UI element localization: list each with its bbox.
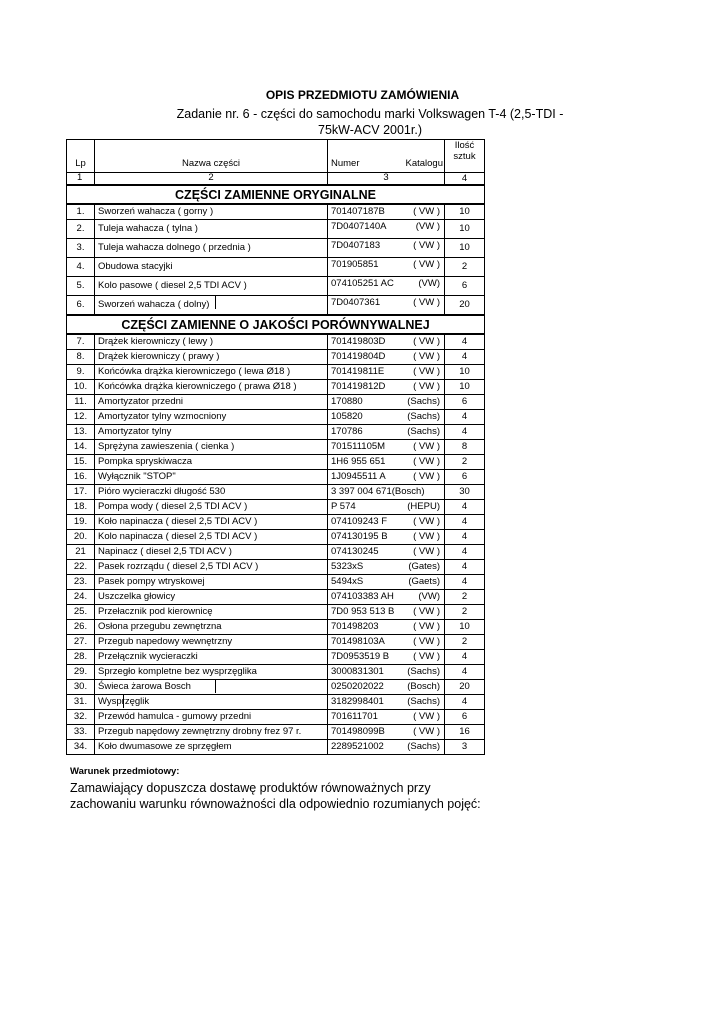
row-part-name bbox=[95, 258, 328, 277]
row-quantity: 6 bbox=[445, 710, 485, 725]
table-row bbox=[67, 485, 485, 500]
row-part-name bbox=[95, 425, 328, 440]
section-original-row bbox=[67, 185, 485, 204]
row-part-name-text: Sprężyna zawieszenia ( cienka ) bbox=[98, 441, 235, 452]
parts-table bbox=[66, 139, 485, 755]
row-lp: 6. bbox=[67, 296, 95, 316]
row-catalog-number bbox=[328, 740, 445, 755]
row-lp: 12. bbox=[67, 410, 95, 425]
row-manufacturer: (VW) bbox=[418, 591, 440, 602]
table-row bbox=[67, 425, 485, 440]
row-lp: 34. bbox=[67, 740, 95, 755]
row-quantity: 30 bbox=[445, 485, 485, 500]
row-part-name bbox=[95, 485, 328, 500]
row-part-name-text: Kolo napinacza ( diesel 2,5 TDI ACV ) bbox=[98, 531, 258, 542]
row-part-name bbox=[95, 334, 328, 350]
table-row bbox=[67, 334, 485, 350]
row-quantity: 10 bbox=[445, 204, 485, 220]
row-part-code: 701611701 bbox=[331, 711, 378, 722]
row-part-name-text: Tuleja wahacza dolnego ( przednia ) bbox=[98, 242, 251, 253]
table-row bbox=[67, 665, 485, 680]
row-lp: 7. bbox=[67, 334, 95, 350]
row-catalog-number bbox=[328, 650, 445, 665]
row-part-name-text: Tuleja wahacza ( tylna ) bbox=[98, 223, 198, 234]
row-catalog-number bbox=[328, 239, 445, 258]
table-row bbox=[67, 515, 485, 530]
row-manufacturer: ( VW ) bbox=[413, 711, 440, 722]
row-part-code: 074103383 AH bbox=[331, 591, 394, 602]
table-row bbox=[67, 560, 485, 575]
header-lp: Lp bbox=[67, 140, 95, 173]
table-row bbox=[67, 410, 485, 425]
row-quantity: 10 bbox=[445, 239, 485, 258]
row-part-name-text: Kolo pasowe ( diesel 2,5 TDI ACV ) bbox=[98, 280, 247, 291]
row-quantity: 4 bbox=[445, 665, 485, 680]
row-quantity: 10 bbox=[445, 365, 485, 380]
row-quantity: 8 bbox=[445, 440, 485, 455]
row-catalog-number bbox=[328, 545, 445, 560]
row-part-name bbox=[95, 575, 328, 590]
row-part-name bbox=[95, 277, 328, 296]
row-manufacturer: (Gates) bbox=[408, 561, 440, 572]
row-lp: 5. bbox=[67, 277, 95, 296]
row-part-code: 7D0407183 bbox=[331, 240, 381, 251]
row-catalog-number bbox=[328, 560, 445, 575]
table-row bbox=[67, 440, 485, 455]
row-part-code: 074109243 F bbox=[331, 516, 387, 527]
row-lp: 28. bbox=[67, 650, 95, 665]
row-part-code: 170880 bbox=[331, 396, 363, 407]
row-part-name bbox=[95, 545, 328, 560]
table-row bbox=[67, 605, 485, 620]
row-quantity: 4 bbox=[445, 350, 485, 365]
row-part-name bbox=[95, 725, 328, 740]
row-part-name-text: Przełącznik wycieraczki bbox=[98, 651, 198, 662]
row-lp: 32. bbox=[67, 710, 95, 725]
row-part-name-text: Amortyzator tylny wzmocniony bbox=[98, 411, 227, 422]
row-part-name bbox=[95, 455, 328, 470]
row-catalog-number bbox=[328, 485, 445, 500]
row-part-code: 074130195 B bbox=[331, 531, 388, 542]
row-lp: 27. bbox=[67, 635, 95, 650]
row-part-code: 5494xS bbox=[331, 576, 364, 587]
row-part-code: 701419804D bbox=[331, 351, 386, 362]
condition-text bbox=[70, 780, 670, 812]
row-lp: 29. bbox=[67, 665, 95, 680]
table-row bbox=[67, 204, 485, 220]
row-catalog-number bbox=[328, 515, 445, 530]
row-quantity: 2 bbox=[445, 605, 485, 620]
row-part-name-text: Końcówka drążka kierowniczego ( prawa Ø18 ) bbox=[98, 381, 297, 392]
condition-label: Warunek przedmiotowy: bbox=[70, 766, 180, 777]
row-manufacturer: (Sachs) bbox=[407, 396, 440, 407]
row-manufacturer: (Sachs) bbox=[407, 666, 440, 677]
row-lp: 31. bbox=[67, 695, 95, 710]
row-part-name-text: Sworzeń wahacza ( gorny ) bbox=[98, 206, 214, 217]
row-lp: 9. bbox=[67, 365, 95, 380]
row-manufacturer: (Gaets) bbox=[408, 576, 440, 587]
row-catalog-number bbox=[328, 395, 445, 410]
row-manufacturer: ( VW ) bbox=[413, 726, 440, 737]
header-number bbox=[328, 140, 445, 173]
row-manufacturer: ( VW ) bbox=[413, 206, 440, 217]
table-row bbox=[67, 725, 485, 740]
row-catalog-number bbox=[328, 725, 445, 740]
row-part-name bbox=[95, 650, 328, 665]
section-comparable-title: CZĘŚCI ZAMIENNE O JAKOŚCI PORÓWNYWALNEJ bbox=[67, 315, 485, 334]
row-part-name-text: Pompa wody ( diesel 2,5 TDI ACV ) bbox=[98, 501, 248, 512]
table-row bbox=[67, 258, 485, 277]
row-part-code: 701498103A bbox=[331, 636, 385, 647]
row-part-name-text: Świeca żarowa Bosch bbox=[98, 681, 191, 692]
row-part-name-text: Osłona przegubu zewnętrzna bbox=[98, 621, 222, 632]
row-manufacturer: ( VW ) bbox=[413, 651, 440, 662]
row-quantity: 4 bbox=[445, 695, 485, 710]
row-catalog-number bbox=[328, 455, 445, 470]
row-catalog-number bbox=[328, 635, 445, 650]
row-part-name-text: Koło napinacza ( diesel 2,5 TDI ACV ) bbox=[98, 516, 258, 527]
row-part-code: 701511105M bbox=[331, 441, 386, 452]
row-part-code: 170786 bbox=[331, 426, 363, 437]
row-part-code: 105820 bbox=[331, 411, 363, 422]
row-part-name-text: Pompka spryskiwacza bbox=[98, 456, 192, 467]
row-part-name bbox=[95, 204, 328, 220]
row-quantity: 10 bbox=[445, 220, 485, 239]
row-part-code: 074105251 AC bbox=[331, 278, 394, 289]
row-part-name bbox=[95, 635, 328, 650]
row-catalog-number bbox=[328, 410, 445, 425]
table-row bbox=[67, 710, 485, 725]
row-quantity: 4 bbox=[445, 425, 485, 440]
header-qty-line2: sztuk bbox=[453, 151, 476, 162]
row-part-name bbox=[95, 605, 328, 620]
row-manufacturer: (HEPU) bbox=[407, 501, 440, 512]
table-row bbox=[67, 740, 485, 755]
row-part-name-text: Uszczelka głowicy bbox=[98, 591, 176, 602]
row-part-name bbox=[95, 620, 328, 635]
condition-line-1: Zamawiający dopuszcza dostawę produktów równoważnych przy bbox=[70, 781, 431, 795]
row-manufacturer: (Sachs) bbox=[407, 696, 440, 707]
row-manufacturer: ( VW ) bbox=[413, 366, 440, 377]
section-comparable-row bbox=[67, 315, 485, 334]
row-quantity: 2 bbox=[445, 455, 485, 470]
row-lp: 8. bbox=[67, 350, 95, 365]
row-manufacturer: ( VW ) bbox=[413, 531, 440, 542]
subtitle-line-1: Zadanie nr. 6 - części do samochodu marki Volkswagen T-4 (2,5-TDI - bbox=[176, 107, 564, 121]
row-manufacturer: ( VW ) bbox=[413, 516, 440, 527]
row-part-code: 0250202022 bbox=[331, 681, 384, 692]
row-part-code: 701905851 bbox=[331, 259, 379, 270]
row-part-name bbox=[95, 530, 328, 545]
row-catalog-number bbox=[328, 680, 445, 695]
row-quantity: 4 bbox=[445, 515, 485, 530]
row-quantity: 2 bbox=[445, 590, 485, 605]
row-part-name-text: Przewód hamulca - gumowy przedni bbox=[98, 711, 252, 722]
row-catalog-number bbox=[328, 258, 445, 277]
row-part-name bbox=[95, 560, 328, 575]
row-part-code: 1H6 955 651 bbox=[331, 456, 386, 467]
row-catalog-number bbox=[328, 575, 445, 590]
row-part-name-text: Wysprzęglik bbox=[98, 696, 150, 707]
row-manufacturer: ( VW ) bbox=[413, 546, 440, 557]
row-part-code: 3 397 004 671(Bosch) bbox=[331, 486, 425, 497]
row-part-name bbox=[95, 365, 328, 380]
row-part-code: P 574 bbox=[331, 501, 356, 512]
row-part-name-text: Przełacznik pod kierownicę bbox=[98, 606, 213, 617]
table-row bbox=[67, 590, 485, 605]
row-catalog-number bbox=[328, 500, 445, 515]
row-manufacturer: ( VW ) bbox=[413, 297, 440, 308]
row-lp: 23. bbox=[67, 575, 95, 590]
row-quantity: 4 bbox=[445, 410, 485, 425]
row-part-code: 7D0407361 bbox=[331, 297, 381, 308]
row-manufacturer: ( VW ) bbox=[413, 441, 440, 452]
table-row bbox=[67, 470, 485, 485]
table-row bbox=[67, 380, 485, 395]
row-lp: 4. bbox=[67, 258, 95, 277]
row-catalog-number bbox=[328, 440, 445, 455]
row-part-name-text: Pasek pompy wtryskowej bbox=[98, 576, 205, 587]
row-lp: 22. bbox=[67, 560, 95, 575]
table-row bbox=[67, 395, 485, 410]
row-manufacturer: ( VW ) bbox=[413, 636, 440, 647]
row-manufacturer: (Sachs) bbox=[407, 411, 440, 422]
row-quantity: 4 bbox=[445, 650, 485, 665]
table-row bbox=[67, 695, 485, 710]
row-part-name bbox=[95, 350, 328, 365]
row-lp: 17. bbox=[67, 485, 95, 500]
table-row bbox=[67, 650, 485, 665]
row-manufacturer: (VW) bbox=[418, 278, 440, 289]
condition-line-2: zachowaniu warunku równoważności dla odpowiednio rozumianych pojęć: bbox=[70, 797, 481, 811]
table-header-row bbox=[67, 140, 485, 173]
row-part-code: 701419811E bbox=[331, 366, 385, 377]
index-2: 2 bbox=[95, 173, 328, 186]
table-row bbox=[67, 277, 485, 296]
table-row bbox=[67, 239, 485, 258]
row-manufacturer: (Bosch) bbox=[407, 681, 440, 692]
row-catalog-number bbox=[328, 334, 445, 350]
row-part-name-text: Drążek kierowniczy ( lewy ) bbox=[98, 336, 214, 347]
row-part-name-text: Sprzegło kompletne bez wysprzęglika bbox=[98, 666, 257, 677]
row-part-name bbox=[95, 665, 328, 680]
table-row bbox=[67, 620, 485, 635]
row-catalog-number bbox=[328, 620, 445, 635]
row-part-name-text: Przegub napędowy zewnętrzny drobny frez 97 r. bbox=[98, 726, 302, 737]
row-manufacturer: ( VW ) bbox=[413, 240, 440, 251]
row-part-code: 7D0407140A bbox=[331, 221, 387, 232]
row-part-name-text: Pióro wycieraczki długość 530 bbox=[98, 486, 226, 497]
row-quantity: 20 bbox=[445, 296, 485, 316]
row-catalog-number bbox=[328, 605, 445, 620]
row-lp: 18. bbox=[67, 500, 95, 515]
row-part-name bbox=[95, 380, 328, 395]
row-part-name bbox=[95, 239, 328, 258]
row-part-name-text: Przegub napedowy wewnętrzny bbox=[98, 636, 233, 647]
row-part-code: 7D0953519 B bbox=[331, 651, 390, 662]
row-part-code: 074130245 bbox=[331, 546, 379, 557]
row-lp: 16. bbox=[67, 470, 95, 485]
table-row bbox=[67, 500, 485, 515]
table-row bbox=[67, 220, 485, 239]
row-part-code: 701407187B bbox=[331, 206, 385, 217]
row-lp: 3. bbox=[67, 239, 95, 258]
index-3: 3 bbox=[328, 173, 445, 186]
row-part-name-text: Amortyzator tylny bbox=[98, 426, 172, 437]
row-lp: 20. bbox=[67, 530, 95, 545]
index-4: 4 bbox=[445, 173, 485, 186]
table-row bbox=[67, 350, 485, 365]
row-quantity: 2 bbox=[445, 635, 485, 650]
header-name: Nazwa części bbox=[95, 140, 328, 173]
row-catalog-number bbox=[328, 590, 445, 605]
row-part-name-text: Napinacz ( diesel 2,5 TDI ACV ) bbox=[98, 546, 232, 557]
row-part-code: 701498099B bbox=[331, 726, 385, 737]
row-catalog-number bbox=[328, 710, 445, 725]
row-manufacturer: (VW ) bbox=[415, 221, 440, 232]
row-lp: 33. bbox=[67, 725, 95, 740]
row-quantity: 3 bbox=[445, 740, 485, 755]
row-catalog-number bbox=[328, 277, 445, 296]
row-part-code: 701419803D bbox=[331, 336, 386, 347]
row-lp: 30. bbox=[67, 680, 95, 695]
header-catalog-label: Katalogu bbox=[405, 158, 443, 169]
row-part-name bbox=[95, 440, 328, 455]
row-catalog-number bbox=[328, 220, 445, 239]
row-manufacturer: ( VW ) bbox=[413, 336, 440, 347]
section-original-title: CZĘŚCI ZAMIENNE ORYGINALNE bbox=[67, 185, 485, 204]
row-quantity: 6 bbox=[445, 395, 485, 410]
header-qty bbox=[445, 140, 485, 173]
table-row bbox=[67, 545, 485, 560]
row-manufacturer: ( VW ) bbox=[413, 606, 440, 617]
row-part-code: 7D0 953 513 B bbox=[331, 606, 395, 617]
row-part-name bbox=[95, 395, 328, 410]
row-manufacturer: (Sachs) bbox=[407, 426, 440, 437]
row-quantity: 4 bbox=[445, 334, 485, 350]
row-quantity: 2 bbox=[445, 258, 485, 277]
row-manufacturer: ( VW ) bbox=[413, 351, 440, 362]
row-quantity: 10 bbox=[445, 620, 485, 635]
row-part-name bbox=[95, 500, 328, 515]
row-quantity: 4 bbox=[445, 500, 485, 515]
row-part-name bbox=[95, 296, 328, 316]
row-part-name-text: Obudowa stacyjki bbox=[98, 261, 173, 272]
row-quantity: 4 bbox=[445, 545, 485, 560]
row-part-code: 1J0945511 A bbox=[331, 471, 386, 482]
row-part-name-text: Drążek kierowniczy ( prawy ) bbox=[98, 351, 220, 362]
row-lp: 10. bbox=[67, 380, 95, 395]
table-row bbox=[67, 530, 485, 545]
row-catalog-number bbox=[328, 665, 445, 680]
row-catalog-number bbox=[328, 296, 445, 316]
document-title: OPIS PRZEDMIOTU ZAMÓWIENIA bbox=[265, 88, 460, 102]
row-manufacturer: (Sachs) bbox=[407, 741, 440, 752]
row-part-code: 701498203 bbox=[331, 621, 379, 632]
table-index-row bbox=[67, 173, 485, 186]
row-part-name bbox=[95, 740, 328, 755]
row-part-code: 3000831301 bbox=[331, 666, 384, 677]
row-lp: 15. bbox=[67, 455, 95, 470]
table-row bbox=[67, 635, 485, 650]
row-part-name bbox=[95, 410, 328, 425]
row-quantity: 6 bbox=[445, 470, 485, 485]
row-part-name-text: Wyłącznik "STOP" bbox=[98, 471, 176, 482]
row-part-name bbox=[95, 220, 328, 239]
row-lp: 1. bbox=[67, 204, 95, 220]
index-1: 1 bbox=[67, 173, 95, 186]
header-number-label: Numer bbox=[331, 158, 360, 169]
row-part-name bbox=[95, 515, 328, 530]
row-lp: 2. bbox=[67, 220, 95, 239]
row-manufacturer: ( VW ) bbox=[413, 471, 440, 482]
row-quantity: 4 bbox=[445, 575, 485, 590]
row-lp: 19. bbox=[67, 515, 95, 530]
row-manufacturer: ( VW ) bbox=[413, 381, 440, 392]
row-quantity: 4 bbox=[445, 560, 485, 575]
table-row bbox=[67, 296, 485, 316]
row-catalog-number bbox=[328, 350, 445, 365]
row-catalog-number bbox=[328, 695, 445, 710]
row-catalog-number bbox=[328, 204, 445, 220]
row-part-code: 3182998401 bbox=[331, 696, 384, 707]
table-row bbox=[67, 575, 485, 590]
table-row bbox=[67, 455, 485, 470]
row-part-name bbox=[95, 590, 328, 605]
row-part-name bbox=[95, 680, 328, 695]
row-catalog-number bbox=[328, 425, 445, 440]
row-manufacturer: ( VW ) bbox=[413, 456, 440, 467]
row-part-code: 5323xS bbox=[331, 561, 364, 572]
row-part-name-text: Końcówka drążka kierowniczego ( lewa Ø18 ) bbox=[98, 366, 291, 377]
row-quantity: 16 bbox=[445, 725, 485, 740]
row-part-name-text: Pasek rozrządu ( diesel 2,5 TDI ACV ) bbox=[98, 561, 259, 572]
row-lp: 11. bbox=[67, 395, 95, 410]
row-quantity: 10 bbox=[445, 380, 485, 395]
row-manufacturer: ( VW ) bbox=[413, 621, 440, 632]
row-quantity: 6 bbox=[445, 277, 485, 296]
row-part-code: 2289521002 bbox=[331, 741, 384, 752]
row-lp: 14. bbox=[67, 440, 95, 455]
row-lp: 26. bbox=[67, 620, 95, 635]
row-part-name bbox=[95, 695, 328, 710]
row-lp: 24. bbox=[67, 590, 95, 605]
row-catalog-number bbox=[328, 380, 445, 395]
row-catalog-number bbox=[328, 530, 445, 545]
table-row bbox=[67, 680, 485, 695]
table-row bbox=[67, 365, 485, 380]
row-part-name-text: Sworzeń wahacza ( dolny) bbox=[98, 299, 210, 310]
row-catalog-number bbox=[328, 365, 445, 380]
row-part-code: 701419812D bbox=[331, 381, 386, 392]
row-catalog-number bbox=[328, 470, 445, 485]
header-qty-line1: Ilość bbox=[454, 140, 475, 151]
row-quantity: 20 bbox=[445, 680, 485, 695]
row-manufacturer: ( VW ) bbox=[413, 259, 440, 270]
row-part-name-text: Koło dwumasowe ze sprzęgłem bbox=[98, 741, 232, 752]
row-quantity: 4 bbox=[445, 530, 485, 545]
row-part-name bbox=[95, 470, 328, 485]
row-part-name bbox=[95, 710, 328, 725]
document-subtitle bbox=[70, 106, 670, 138]
row-lp: 21 bbox=[67, 545, 95, 560]
row-lp: 25. bbox=[67, 605, 95, 620]
subtitle-line-2: 75kW-ACV 2001r.) bbox=[318, 123, 422, 137]
row-lp: 13. bbox=[67, 425, 95, 440]
row-part-name-text: Amortyzator przedni bbox=[98, 396, 184, 407]
